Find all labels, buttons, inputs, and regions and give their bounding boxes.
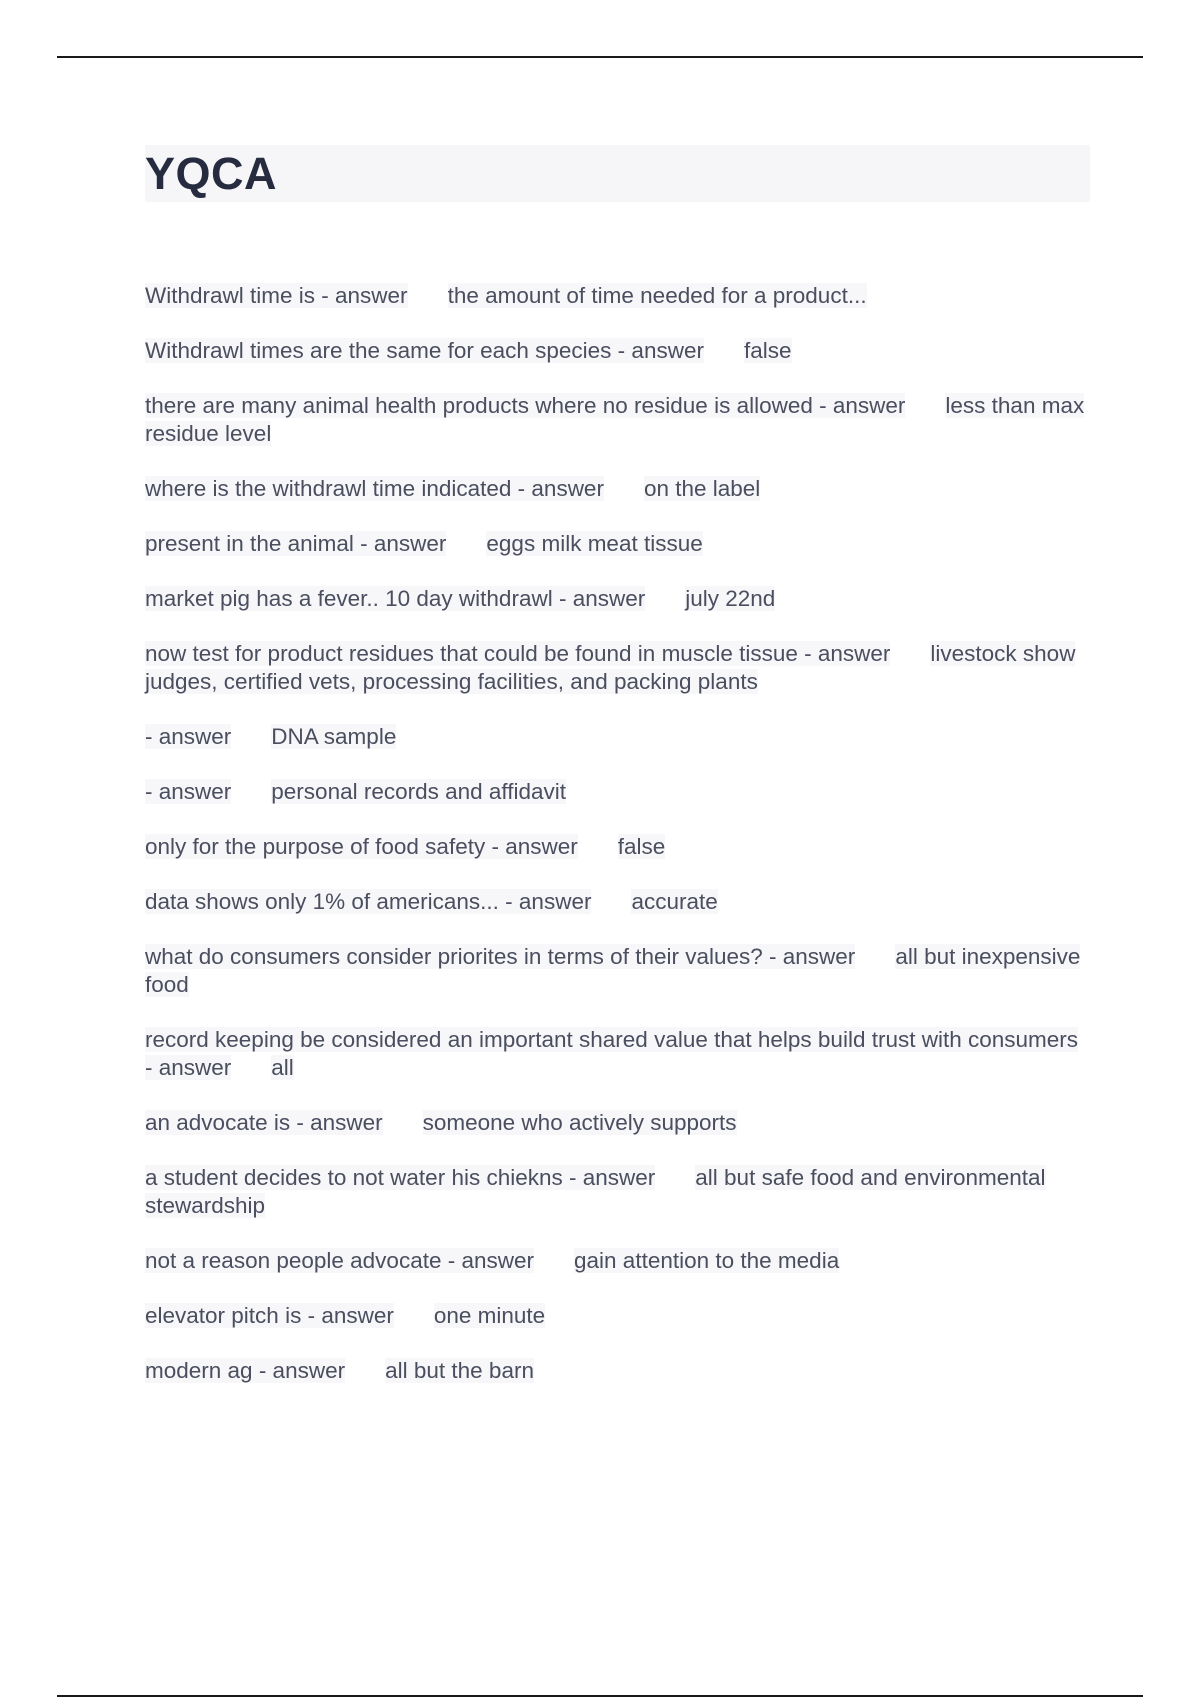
qa-item: [145, 723, 1090, 751]
qa-item: [145, 530, 1090, 558]
qa-item: [145, 640, 1090, 696]
qa-answer: less than max residue level: [145, 393, 1085, 446]
qa-answer: all but safe food and environmental stewardship: [145, 1165, 1046, 1218]
qa-question: data shows only 1% of americans... - answer: [145, 889, 592, 914]
qa-question: market pig has a fever.. 10 day withdrawl - answer: [145, 586, 646, 611]
qa-answer: all but inexpensive food: [145, 944, 1081, 997]
qa-answer: the amount of time needed for a product...: [447, 283, 867, 308]
qa-answer: accurate: [631, 889, 718, 914]
qa-question: now test for product residues that could be found in muscle tissue - answer: [145, 641, 891, 666]
qa-answer: all but the barn: [385, 1358, 534, 1383]
qa-item: [145, 337, 1090, 365]
qa-question: Withdrawl time is - answer: [145, 283, 408, 308]
qa-list: [145, 282, 1090, 1385]
top-rule: [57, 56, 1143, 58]
qa-question: - answer: [145, 779, 232, 804]
qa-question: there are many animal health products where no residue is allowed - answer: [145, 393, 906, 418]
qa-question: - answer: [145, 724, 232, 749]
bottom-rule: [57, 1695, 1143, 1697]
qa-answer: july 22nd: [685, 586, 776, 611]
qa-question: what do consumers consider priorites in terms of their values? - answer: [145, 944, 856, 969]
qa-item: [145, 475, 1090, 503]
qa-answer: one minute: [433, 1303, 546, 1328]
title-bar: [145, 145, 1090, 202]
qa-question: where is the withdrawl time indicated - answer: [145, 476, 604, 501]
qa-question: modern ag - answer: [145, 1358, 346, 1383]
qa-answer: all: [271, 1055, 294, 1080]
qa-answer: someone who actively supports: [422, 1110, 737, 1135]
qa-answer: livestock show judges, certified vets, processing facilities, and packing plants: [145, 641, 1076, 694]
qa-answer: DNA sample: [271, 724, 397, 749]
qa-item: [145, 1247, 1090, 1275]
qa-item: [145, 888, 1090, 916]
qa-question: record keeping be considered an important shared value that helps build trust with consumers - answer: [145, 1027, 1079, 1080]
qa-question: a student decides to not water his chiekns - answer: [145, 1165, 656, 1190]
qa-item: [145, 1026, 1090, 1082]
qa-question: elevator pitch is - answer: [145, 1303, 394, 1328]
document-title: YQCA: [145, 148, 278, 199]
qa-item: [145, 778, 1090, 806]
qa-question: only for the purpose of food safety - answer: [145, 834, 578, 859]
qa-item: [145, 833, 1090, 861]
qa-answer: eggs milk meat tissue: [486, 531, 703, 556]
qa-answer: personal records and affidavit: [271, 779, 567, 804]
qa-item: [145, 1357, 1090, 1385]
qa-answer: false: [617, 834, 666, 859]
qa-question: Withdrawl times are the same for each species - answer: [145, 338, 704, 363]
qa-question: present in the animal - answer: [145, 531, 447, 556]
qa-item: [145, 585, 1090, 613]
qa-answer: on the label: [643, 476, 761, 501]
qa-question: an advocate is - answer: [145, 1110, 383, 1135]
qa-item: [145, 1109, 1090, 1137]
document-page: [145, 145, 1090, 1412]
qa-item: [145, 1164, 1090, 1220]
qa-answer: false: [743, 338, 792, 363]
qa-item: [145, 392, 1090, 448]
qa-question: not a reason people advocate - answer: [145, 1248, 535, 1273]
qa-item: [145, 943, 1090, 999]
qa-answer: gain attention to the media: [574, 1248, 840, 1273]
qa-item: [145, 282, 1090, 310]
qa-item: [145, 1302, 1090, 1330]
